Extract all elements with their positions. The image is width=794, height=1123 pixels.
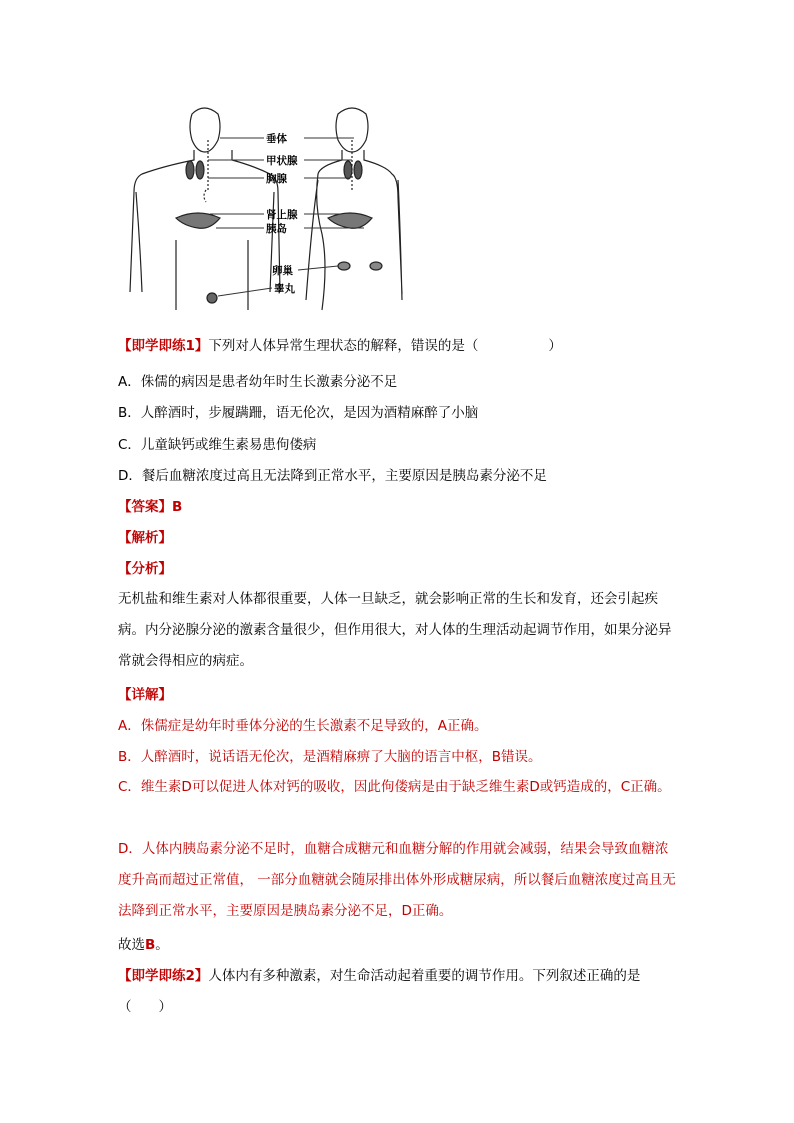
q1-option-d: D．餐后血糖浓度过高且无法降到正常水平，主要原因是胰岛素分泌不足 bbox=[118, 468, 547, 484]
q1-stem bbox=[118, 336, 562, 356]
analysis-heading bbox=[118, 528, 172, 548]
label-ovary: 卵巢 bbox=[272, 265, 293, 277]
label-islet: 胰岛 bbox=[266, 223, 287, 235]
detail-heading bbox=[118, 685, 172, 705]
q1-option-a: A．侏儒的病因是患者幼年时生长激素分泌不足 bbox=[118, 374, 398, 390]
conclusion bbox=[118, 935, 169, 955]
conclusion-answer: B bbox=[145, 937, 156, 953]
q2-stem bbox=[118, 961, 678, 1023]
fenxi-tag: 【分析】 bbox=[118, 561, 172, 577]
detail-d: D．人体内胰岛素分泌不足时，血糖合成糖元和血糖分解的作用就会减弱，结果会导致血糖浓度升高而超过正常值， 一部分血糖就会随尿排出体外形成糖尿病，所以餐后血糖浓度过高且无法降到正常水平，主要原因是胰岛素分泌不足，D正确。 bbox=[118, 841, 676, 919]
detail-c: C．维生素D可以促进人体对钙的吸收，因此佝偻病是由于缺乏维生素D或钙造成的，C正确。 bbox=[118, 779, 671, 795]
male-head bbox=[190, 108, 220, 152]
detail-a: A．侏儒症是幼年时垂体分泌的生长激素不足导致的，A正确。 bbox=[118, 718, 488, 734]
q1-tag: 【即学即练1】 bbox=[118, 338, 209, 354]
q1-stem-end: ） bbox=[548, 338, 562, 354]
label-pituitary: 垂体 bbox=[266, 133, 287, 145]
q1-stem-text: 下列对人体异常生理状态的解释，错误的是（ bbox=[208, 338, 479, 354]
answer-value: B bbox=[172, 499, 183, 515]
label-testis: 睾丸 bbox=[274, 283, 295, 295]
fenxi-heading bbox=[118, 559, 172, 579]
conclusion-suffix: 。 bbox=[155, 937, 169, 953]
endocrine-figure bbox=[128, 100, 414, 314]
detail-b: B．人醉酒时，说话语无伦次，是酒精麻痹了大脑的语言中枢，B错误。 bbox=[118, 749, 542, 765]
q1-option-c: C．儿童缺钙或维生素易患佝偻病 bbox=[118, 437, 317, 453]
answer-tag: 【答案】 bbox=[118, 499, 172, 515]
q1-option-b: B．人醉酒时，步履蹒跚，语无伦次，是因为酒精麻醉了小脑 bbox=[118, 405, 479, 421]
q2-tag: 【即学即练2】 bbox=[118, 968, 209, 984]
q1-answer bbox=[118, 497, 182, 517]
analysis-tag: 【解析】 bbox=[118, 530, 172, 546]
label-thymus: 胸腺 bbox=[266, 173, 287, 185]
fenxi-paragraph: 无机盐和维生素对人体都很重要，人体一旦缺乏，就会影响正常的生长和发育，还会引起疾病。内分泌腺分泌的激素含量很少，但作用很大，对人体的生理活动起调节作用，如果分泌异常就会得相应的病症。 bbox=[118, 591, 672, 669]
detail-tag: 【详解】 bbox=[118, 687, 172, 703]
conclusion-prefix: 故选 bbox=[118, 937, 145, 953]
label-adrenal: 肾上腺 bbox=[266, 209, 298, 221]
endocrine-diagram bbox=[128, 100, 414, 314]
male-body bbox=[130, 150, 280, 310]
label-thyroid: 甲状腺 bbox=[266, 155, 298, 167]
q2-paren: （ ） bbox=[118, 999, 172, 1015]
q2-stem-text: 人体内有多种激素，对生命活动起着重要的调节作用。下列叙述正确的是 bbox=[208, 968, 641, 984]
